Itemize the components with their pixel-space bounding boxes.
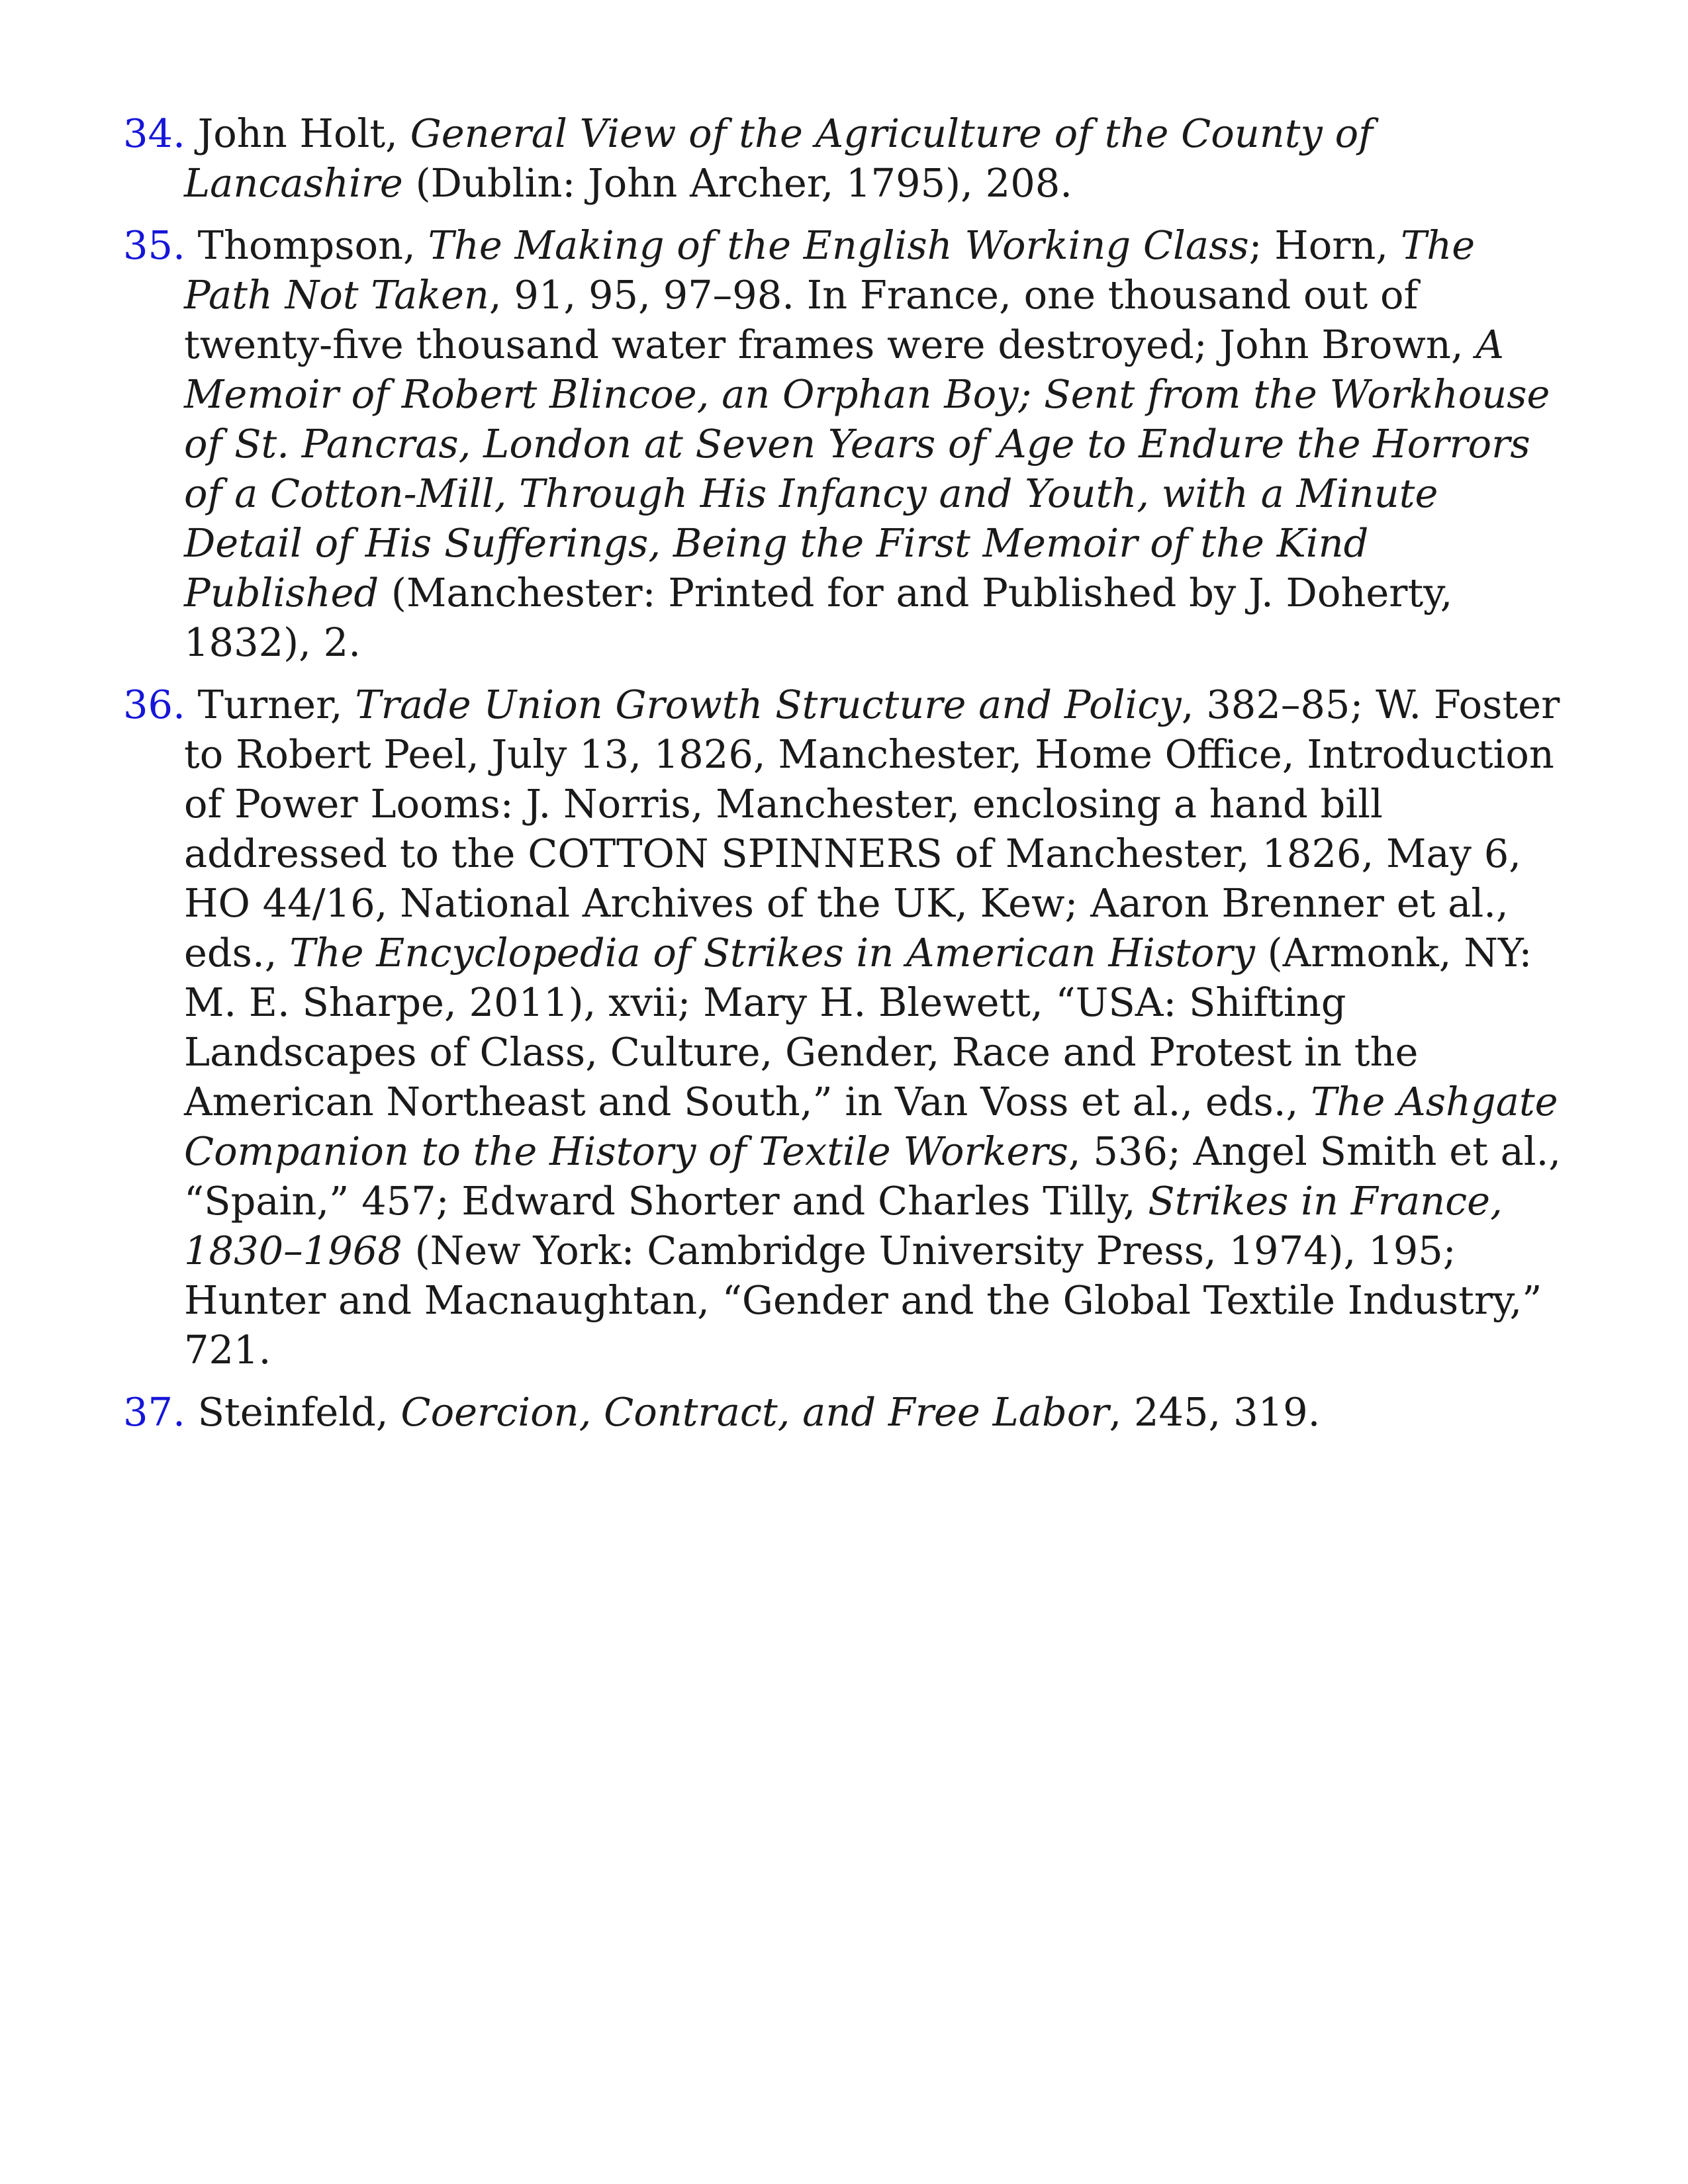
note-text: , 382–85; W. Foster to Robert Peel, July 13, 1826, Manchester, Home Office, Introduction of Power Looms: J. Norris, Manchester, enclosing a hand bill addressed to the COTTON SPINNERS of Manchester, 1826, May 6, HO 44/16, National Archives of the UK, Kew; Aaron Brenner et al., eds.,	[184, 682, 1560, 976]
note-number-link[interactable]: 36.	[123, 682, 185, 727]
note-text-italic: General View of the Agriculture of the County of Lancashire	[184, 111, 1373, 206]
note-text: John Holt,	[197, 111, 410, 156]
note-number-link[interactable]: 34.	[123, 111, 185, 156]
note-text: ; Horn,	[1248, 222, 1401, 268]
note-text-italic: Trade Union Growth Structure and Policy	[355, 682, 1182, 727]
note-number-link[interactable]: 35.	[123, 222, 185, 268]
endnote	[123, 680, 1566, 1375]
note-text-italic: The Ashgate Companion to the History of Textile Workers	[184, 1079, 1558, 1174]
note-text: , 91, 95, 97–98. In France, one thousand out of twenty-five thousand water frames were destroyed; John Brown,	[184, 272, 1476, 367]
note-text: (Dublin: John Archer, 1795), 208.	[402, 160, 1073, 206]
note-text: Steinfeld,	[197, 1389, 401, 1435]
note-text-italic: Coercion, Contract, and Free Labor	[400, 1389, 1109, 1435]
note-text: Thompson,	[197, 222, 428, 268]
endnote	[123, 109, 1566, 208]
note-text: (New York: Cambridge University Press, 1974), 195; Hunter and Macnaughtan, “Gender and the Global Textile Industry,” 721.	[184, 1228, 1542, 1373]
note-text: (Armonk, NY: M. E. Sharpe, 2011), xvii; Mary H. Blewett, “USA: Shifting Landscapes of Class, Culture, Gender, Race and Protest in the American Northeast and South,” in Van Voss et al., eds.,	[184, 930, 1532, 1124]
note-text: Turner,	[197, 682, 355, 727]
endnote	[123, 1387, 1566, 1437]
note-number-link[interactable]: 37.	[123, 1389, 185, 1435]
note-text-italic: A Memoir of Robert Blincoe, an Orphan Boy; Sent from the Workhouse of St. Pancras, London at Seven Years of Age to Endure the Horrors of a Cotton-Mill, Through His Infancy and Youth, with a Minute Detail of His Sufferings, Being the First Memoir of the Kind Published	[184, 322, 1550, 615]
note-text: , 536; Angel Smith et al., “Spain,” 457; Edward Shorter and Charles Tilly,	[184, 1128, 1562, 1224]
note-text-italic: The Encyclopedia of Strikes in American History	[289, 930, 1255, 976]
endnote	[123, 220, 1566, 667]
note-text-italic: The Path Not Taken	[184, 222, 1476, 318]
note-text-italic: Strikes in France, 1830–1968	[184, 1178, 1503, 1273]
note-text-italic: The Making of the English Working Class	[428, 222, 1249, 268]
note-text: (Manchester: Printed for and Published by J. Doherty, 1832), 2.	[184, 570, 1453, 665]
note-text: , 245, 319.	[1109, 1389, 1321, 1435]
endnotes-list	[123, 109, 1566, 1449]
